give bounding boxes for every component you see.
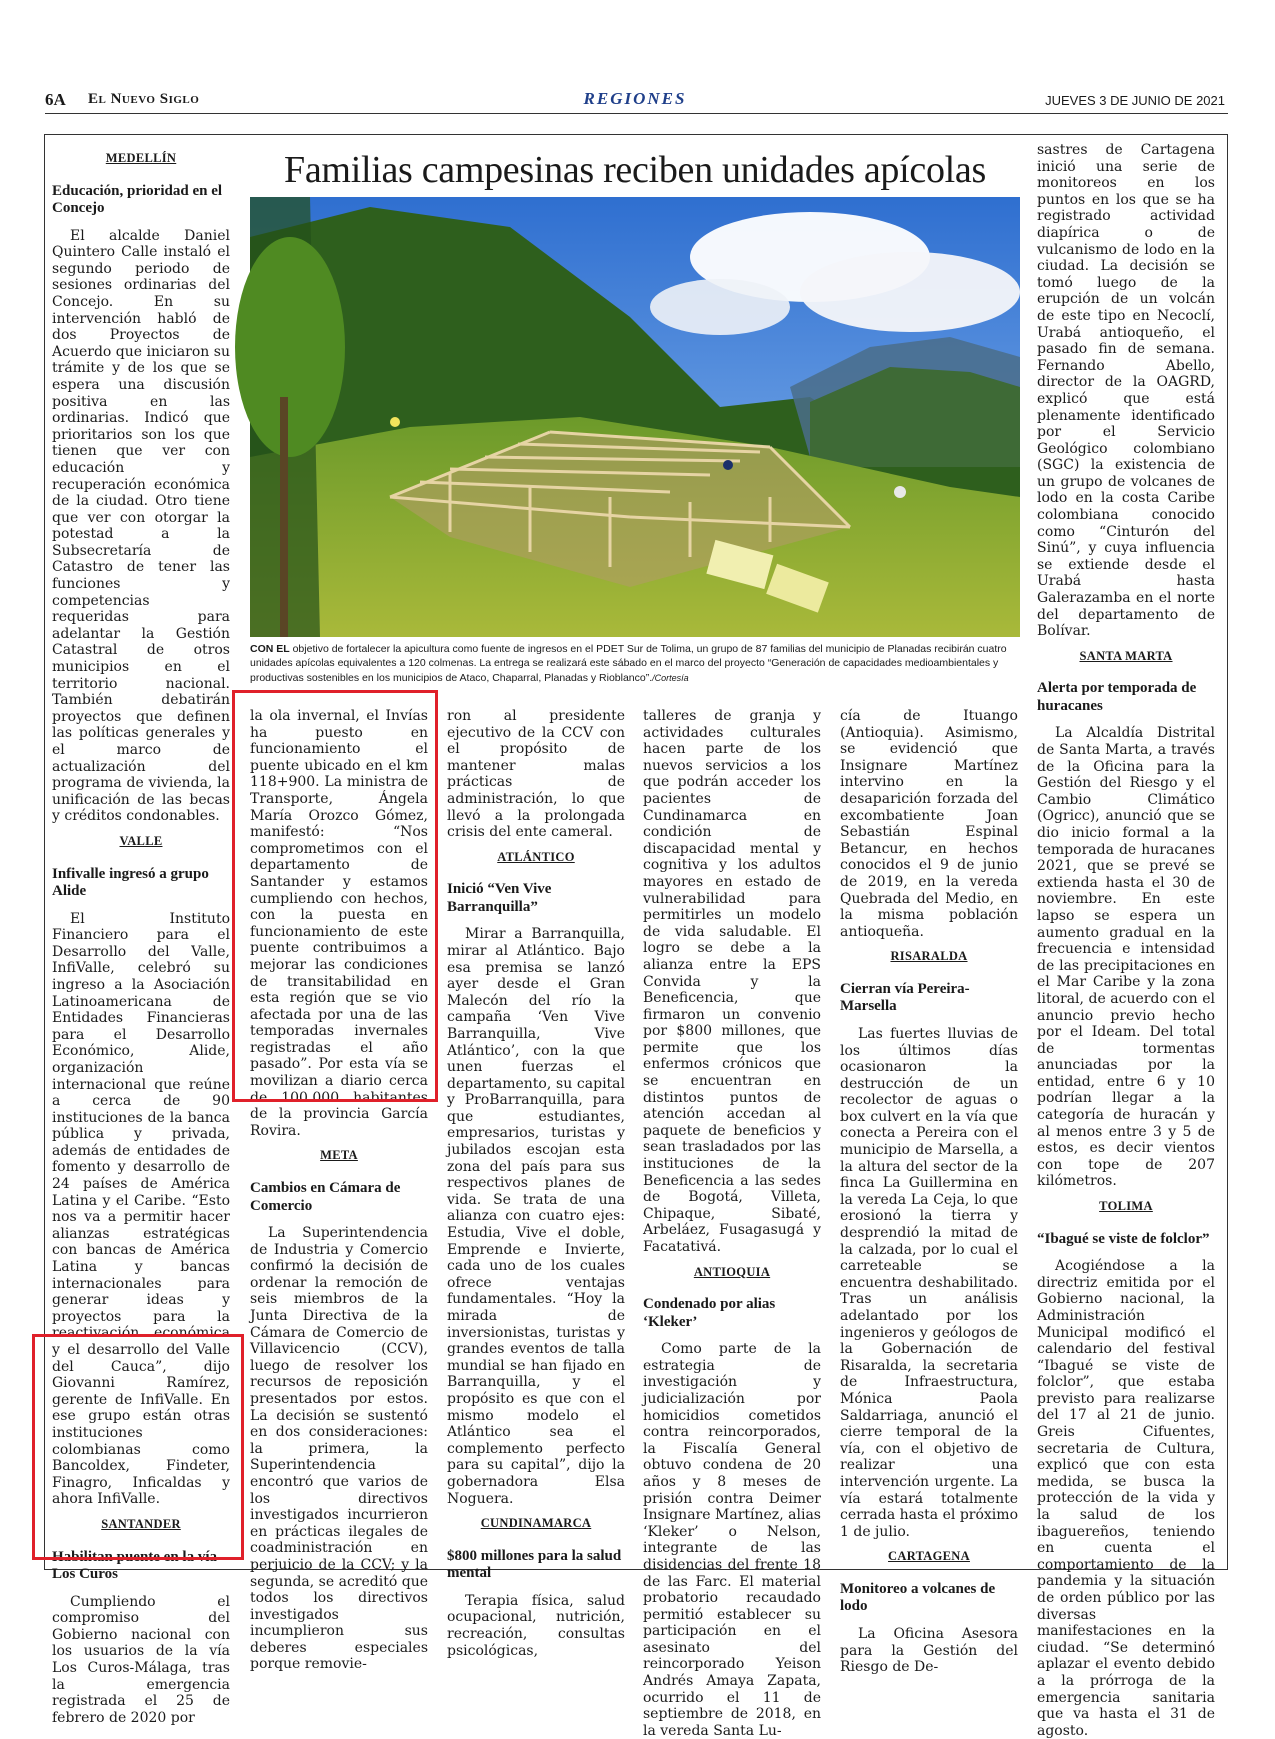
body-tolima: Acogiéndose a la directriz emitida por el Gobierno nacional, la Administración Municipal modificó el calendario del festival “Ibagué se viste de folclor”, que estaba previsto para realizarse del 17 al 21 de junio. Greis Cifuentes, secretaria de Cultura, explicó que con esta medida, se busca la protección de la vida y la salud de los ibaguereños, teniendo en cuenta el comportamiento de la pandemia y la situación de orden público por las diversas manifestaciones en la ciudad. “Se determinó aplazar el evento debido a la prórroga de la emergencia sanitaria que va hasta el 31 de agosto. xyxy=(1037,1258,1215,1739)
section-label-tolima: TOLIMA xyxy=(1099,1199,1153,1214)
body-valle: El Instituto Financiero para el Desarrollo del Valle, InfiValle, celebró su ingreso a la Asociación Latinoamericana de Entidades Financieras para el Desarrollo Económico, Alide, organización internacional que reúne a cerca de 90 instituciones de la banca pública y privada, además de entidades de fomento y desarrollo de 24 países de América Latina y el Caribe. “Esto nos va a permitir hacer alianzas estratégicas con bancas de América Latina y bancas internacionales para generar ideas y proyectos para la reactivación económica y el desarrollo del Valle del Cauca”, dijo Giovanni Ramírez, gerente de InfiValle. En ese grupo están otras instituciones colombianas como Bancoldex, Findeter, Finagro, Inficaldas y ahora InfiValle. xyxy=(52,910,230,1508)
headline-santander: Habilitan puente en la vía Los Curos xyxy=(52,1548,218,1583)
section-label-meta: META xyxy=(320,1148,358,1163)
headline-tolima: “Ibagué se viste de folclor” xyxy=(1037,1230,1210,1247)
body-meta-continued: ron al presidente ejecutivo de la CCV con el propósito de mantener malas prácticas de administración, lo que llevó a la prolongada crisis del ente cameral. xyxy=(447,708,625,841)
body-cundinamarca-continued: talleres de granja y actividades culturales hacen parte de los nuevos servicios a los que podrán acceder los pacientes de Cundinamarca en condición de discapacidad mental y cognitiva y los adultos mayores en estado de vulnerabilidad para permitirles un modelo de vida saludable. El logro se debe a la alianza entre la EPS Convida y la Beneficencia, que firmaron un convenio por $800 millones, que permite que los enfermos crónicos que se encuentran en distintos puntos de atención accedan al paquete de beneficios y sean trasladados por las instituciones de la Beneficencia a las sedes de Bogotá, Villeta, Chipaque, Sibaté, Arbeláez, Fusagasugá y Facatativá. xyxy=(643,708,821,1255)
newspaper-name: El Nuevo Siglo xyxy=(88,91,200,107)
mountain-photo-illustration xyxy=(250,197,1020,637)
column-5 xyxy=(840,708,1018,1676)
headline-antioquia: Condenado por alias ‘Kleker’ xyxy=(643,1296,776,1330)
page-number: 6A xyxy=(45,90,66,109)
headline-valle: Infivalle ingresó a grupo Alide xyxy=(52,865,209,900)
section-label-cartagena: CARTAGENA xyxy=(888,1549,970,1564)
headline-santa-marta: Alerta por temporada de huracanes xyxy=(1037,680,1197,714)
body-santander-continued: la ola invernal, el Invías ha puesto en funcionamiento el puente ubicado en el km 118+900. La ministra de Transporte, Ángela María Orozco Gómez, manifestó: “Nos comprometimos con el departamento de Santander y estamos cumpliendo con hechos, con la puesta en funcionamiento de este puente contribuimos a mejorar las condiciones de transitabilidad en esta región que se vio afectada por una de las temporadas invernales registradas el año pasado”. Por esta vía se movilizan a diario cerca de 100.000 habitantes de la provincia García Rovira. xyxy=(250,708,428,1139)
photo-caption xyxy=(250,642,1020,685)
body-santa-marta: La Alcaldía Distrital de Santa Marta, a través de la Oficina para la Gestión del Riesgo y el Cambio Climático (Ogricc), anunció que se dio inicio formal a la temporada de huracanes 2021, que se prevé se extienda hasta el 30 de noviembre. En este lapso se espera un aumento gradual en la frecuencia e intensidad de las precipitaciones en el Mar Caribe y la zona litoral, de acuerdo con el anuncio previo hecho por el Ideam. Del total de tormentas anunciadas por la entidad, entre 6 y 10 podrían llegar a la categoría de huracán y al menos entre 3 y 5 de estos, es decir vientos con tope de 207 kilómetros. xyxy=(1037,725,1215,1190)
section-label-santander: SANTANDER xyxy=(101,1516,181,1531)
column-6 xyxy=(1037,142,1215,1739)
column-3 xyxy=(447,708,625,1659)
main-headline: Familias campesinas reciben unidades apícolas xyxy=(284,149,986,191)
body-antioquia: Como parte de la estrategia de investigación y judicialización por homicidios cometidos contra reincorporados, la Fiscalía General obtuvo condena de 20 años y 8 meses de prisión contra Deimer Insignare Martínez, alias ‘Kleker’ o Nelson, integrante de las disidencias del frente 18 de las Farc. El material probatorio recaudado permitió establecer su participación en el asesinato del reincorporado Yeison Andrés Amaya Zapata, ocurrido el 11 de septiembre de 2018, en la vereda Santa Lu- xyxy=(643,1341,821,1739)
headline-risaralda: Cierran vía Pereira-Marsella xyxy=(840,980,970,1015)
body-antioquia-continued: cía de Ituango (Antioquia). Asimismo, se evidenció que Insignare Martínez intervino en la desaparición forzada del excombatiente Joan Sebastián Espinal Betancur, en hechos conocidos el 9 de junio de 2019, en la vereda Quebrada del Medio, en la misma población antioqueña. xyxy=(840,708,1018,940)
photo-credit: /Cortesía xyxy=(652,672,689,683)
body-cartagena-continued: sastres de Cartagena inició una serie de monitoreos en los puntos en los que se ha registrado actividad diapírica o de vulcanismo de lodo en la ciudad. La decisión se tomó luego de la erupción de un volcán de este tipo en Necoclí, Urabá antioqueño, el pasado fin de semana. Fernando Abello, director de la OAGRD, explicó que está plenamente identificado por el Servicio Geológico colombiano (SGC) la existencia de un grupo de volcanes de lodo en la costa Caribe colombiana conocido como “Cinturón del Sinú”, y cuya influencia se extiende desde el Urabá hasta Galerazamba en el norte del departamento de Bolívar. xyxy=(1037,142,1215,640)
section-label-medellin: MEDELLÍN xyxy=(105,151,177,165)
body-cartagena: La Oficina Asesora para la Gestión del Riesgo de De- xyxy=(840,1625,1018,1676)
body-meta: La Superintendencia de Industria y Comercio confirmó la decisión de ordenar la remoción de seis miembros de la Junta Directiva de la Cámara de Comercio de Villavicencio (CCV), luego de resolver los recursos de reposición presentados por estos. La decisión se sustentó en dos consideraciones: la primera, la Superintendencia encontró que varios de los directivos investigados incurrieron en prácticas ilegales de coadministración en perjuicio de la CCV; y la segunda, se acreditó que todos los directivos investigados incumplieron sus deberes especiales porque removie- xyxy=(250,1225,428,1673)
highlight-box-santander-continued xyxy=(232,690,438,1102)
body-cundinamarca: Terapia física, salud ocupacional, nutrición, recreación, consultas psicológicas, xyxy=(447,1592,625,1659)
caption-lead: CON EL xyxy=(250,643,290,655)
headline-cartagena: Monitoreo a volcanes de lodo xyxy=(840,1580,996,1615)
body-atlantico: Mirar a Barranquilla, mirar al Atlántico. Bajo esa premisa se lanzó ayer desde el Gran Malecón del río la campaña ‘Ven Vive Barranquilla, Vive Atlántico’, con la que unen fuerzas el departamento, su capital y ProBarranquilla, para que estudiantes, empresarios, turistas y jubilados escojan esta zona del país para sus respectivos planes de vida. Se trata de una alianza con cuatro ejes: Estudia, Vive el doble, Emprende e Invierte, cada uno de los cuales ofrece ventajas fundamentales. “Hoy la mirada de inversionistas, turistas y grandes eventos de talla mundial se han fijado en Barranquilla, y el propósito es que con el mismo modelo el Atlántico sea el complemento perfecto para su capital”, dijo la gobernadora Elsa Noguera. xyxy=(447,926,625,1507)
section-label-risaralda: RISARALDA xyxy=(890,949,968,964)
section-label-valle: VALLE xyxy=(119,833,163,848)
issue-date: JUEVES 3 DE JUNIO DE 2021 xyxy=(1045,93,1225,108)
masthead-rule xyxy=(45,113,1228,114)
headline-meta: Cambios en Cámara de Comercio xyxy=(250,1180,401,1214)
body-risaralda: Las fuertes lluvias de los últimos días ocasionaron la destrucción de un recolector de aguas o box culvert en la vía que conecta a Pereira con el municipio de Marsella, a la altura del sector de la finca La Guillermina en la vereda La Ceja, lo que erosionó la tierra y desprendió la mitad de la calzada, por lo cual el carreteable se encuentra deshabilitado. Tras un análisis adelantado por los ingenieros y geólogos de la Gobernación de Risaralda, la secretaria de Infraestructura, Mónica Paola Saldarriaga, anunció el cierre temporal de la vía, con el objetivo de realizar una intervención urgente. La vía estará totalmente cerrada hasta el próximo 1 de julio. xyxy=(840,1025,1018,1540)
body-santander: Cumpliendo el compromiso del Gobierno nacional con los usuarios de la vía Los Curos-Málaga, tras la emergencia registrada el 25 de febrero de 2020 por xyxy=(52,1593,230,1726)
headline-cundinamarca: $800 millones para la salud mental xyxy=(447,1547,622,1582)
main-photo xyxy=(250,197,1020,637)
caption-text: objetivo de fortalecer la apicultura como fuente de ingresos en el PDET Sur de Tolima, un grupo de 87 familias del municipio de Planadas recibirán cuatro unidades apícolas equivalentes a 120 colmenas. La entrega se realizará este sábado en el marco del proyecto “Generación de capacidades medioambientales y productivas sostenibles en los municipios de Ataco, Chaparral, Planadas y Rioblanco”. xyxy=(250,643,1007,684)
column-4 xyxy=(643,708,821,1739)
highlight-box-santander-start xyxy=(32,1334,244,1560)
headline-medellin: Educación, prioridad en el Concejo xyxy=(52,182,223,217)
section-label-atlantico: ATLÁNTICO xyxy=(497,849,575,864)
section-label-santa-marta: SANTA MARTA xyxy=(1079,648,1173,663)
section-label-antioquia: ANTIOQUIA xyxy=(693,1264,771,1279)
section-title: REGIONES xyxy=(583,89,687,108)
headline-atlantico: Inició “Ven Vive Barranquilla” xyxy=(447,881,552,915)
body-medellin: El alcalde Daniel Quintero Calle instaló el segundo periodo de sesiones ordinarias del Concejo. En su intervención habló de dos Proyectos de Acuerdo que iniciaron su trámite y de los que se espera una discusión positiva en las ordinarias. Indicó que prioritarios son los que tienen que ver con educación y recuperación económica de la ciudad. Otro tiene que ver con otorgar la potestad a la Subsecretaría de Catastro de tener las funciones y competencias requeridas para adelantar la Gestión Catastral de otros municipios en el territorio nacional. También debatirán proyectos que definen las políticas generales y el marco de actualización del programa de vivienda, la unificación de las becas y créditos condonables. xyxy=(52,227,230,825)
section-label-cundinamarca: CUNDINAMARCA xyxy=(480,1516,592,1531)
